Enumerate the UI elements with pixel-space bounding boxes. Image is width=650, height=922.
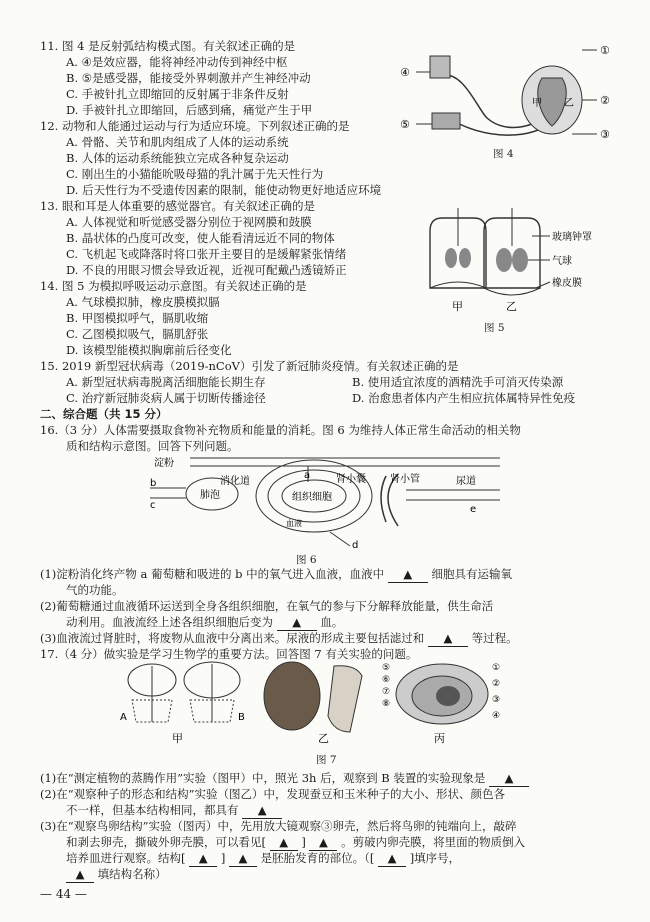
q12-option-d: D. 后天性行为不受遗传因素的限制，能使动物更好地适应环境 <box>66 183 382 197</box>
fig6-tubule: 肾小管 <box>390 474 420 485</box>
q17-blank-1[interactable]: ▲ <box>489 770 529 787</box>
fig5-yi: 乙 <box>506 300 517 313</box>
fig5-jar-label: 玻璃钟罩 <box>552 232 592 243</box>
q15-option-c: C. 治疗新冠肺炎病人属于切断传播途径 <box>66 391 266 405</box>
q14-option-d: D. 该模型能模拟胸廓前后径变化 <box>66 343 232 357</box>
q17-stem: 17.（4 分）做实验是学习生物学的重要方法。回答图 7 有关实验的问题。 <box>40 647 418 661</box>
q17-p3d-text: 。剪破内卵壳膜，将里面的物质倒入 <box>341 835 526 849</box>
q17-p3g-text: 是胚胎发育的部位。（[ <box>260 851 375 865</box>
q12-option-b: B. 人体的运动系统能独立完成各种复杂运动 <box>66 151 289 165</box>
q13-option-a: A. 人体视觉和听觉感受器分别位于视网膜和鼓膜 <box>66 215 312 229</box>
fig6-label-c: c <box>150 500 156 511</box>
q17-p3i-text: 填结构名称） <box>97 867 167 881</box>
q15-option-a: A. 新型冠状病毒脱离活细胞能长期生存 <box>66 375 266 389</box>
q16-stem-1: 16.（3 分）人体需要摄取食物补充物质和能量的消耗。图 6 为维持人体正常生命活动的相关物 <box>40 423 521 437</box>
q16-part-1-a <box>40 566 512 583</box>
fig7-num-7: ⑦ <box>382 687 391 697</box>
q17-p3a-text: (3)在“观察鸟卵结构”实验（图丙）中，先用放大镜观察③卵壳，然后将鸟卵的钝端向上，敲碎 <box>40 819 517 833</box>
q17-blank-6[interactable]: ▲ <box>229 850 257 867</box>
q11-option-d: D. 手被针扎立即缩回，后感到痛，痛觉产生于甲 <box>66 103 313 117</box>
q16-part-2-b <box>66 614 343 631</box>
section-2-heading: 二、综合题（共 15 分） <box>40 407 168 421</box>
fig7-num-2: ② <box>492 679 501 689</box>
q11-stem: 11. 图 4 是反射弧结构模式图。有关叙述正确的是 <box>40 39 296 53</box>
fig6-label-e: e <box>470 504 477 515</box>
fig6-label-a: a <box>304 470 311 481</box>
q17-blank-7[interactable]: ▲ <box>378 850 406 867</box>
q17-p3e-text: 培养皿进行观察。结构[ <box>66 851 186 865</box>
fig7-label-B: B <box>238 712 245 723</box>
q17-p2b-text: 不一样，但基本结构相同，都具有 <box>66 803 239 817</box>
fig5-membrane-label: 橡皮膜 <box>552 278 582 289</box>
fig6-alveoli: 肺泡 <box>200 490 220 501</box>
fig7-label-A: A <box>120 712 127 723</box>
fig6-tissue: 组织细胞 <box>292 492 332 503</box>
q11-option-a: A. ④是效应器，能将神经冲动传到神经中枢 <box>66 55 288 69</box>
figure-6-caption: 图 6 <box>296 554 317 566</box>
q16-p2b-text: 动利用。血液流经上述各组织细胞后变为 <box>66 615 273 629</box>
q14-option-c: C. 乙图模拟吸气，膈肌舒张 <box>66 327 209 341</box>
q16-p2a-text: (2)葡萄糖通过血液循环运送到全身各组织细胞，在氧气的参与下分解释放能量，供生命活 <box>40 599 494 613</box>
fig7-num-1: ① <box>492 663 501 673</box>
q11-option-c: C. 手被针扎立即缩回的反射属于非条件反射 <box>66 87 289 101</box>
q17-p3b-text: 和剥去卵壳，撕破外卵壳膜，可以看见[ <box>66 835 266 849</box>
fig5-balloon-label: 气球 <box>552 256 572 267</box>
q17-p2a-text: (2)在“观察种子的形态和结构”实验（图乙）中，发现蚕豆和玉米种子的大小、形状、颜色各 <box>40 787 506 801</box>
fig4-label-2: ② <box>600 94 610 107</box>
q17-blank-4[interactable]: ▲ <box>309 834 337 851</box>
fig6-label-d: d <box>352 540 359 550</box>
fig4-label-4: ④ <box>400 66 410 79</box>
q17-p1a-text: (1)在“测定植物的蒸腾作用”实验（图甲）中，照光 3h 后，观察到 B 装置的实验现象是 <box>40 771 486 785</box>
q14-stem: 14. 图 5 为模拟呼吸运动示意图。有关叙述正确的是 <box>40 279 307 293</box>
q16-p1c-text: 气的功能。 <box>66 583 124 597</box>
q16-blank-3[interactable]: ▲ <box>428 630 468 647</box>
q17-p3h-text: ]填序号， <box>409 851 461 865</box>
q12-option-a: A. 骨骼、关节和肌肉组成了人体的运动系统 <box>66 135 289 149</box>
fig6-urethra: 尿道 <box>456 476 476 487</box>
fig4-yi: 乙 <box>564 98 574 109</box>
fig6-label-b: b <box>150 478 157 489</box>
q17-part-3-c <box>66 850 460 867</box>
q15-option-b: B. 使用适宜浓度的酒精洗手可消灭传染源 <box>352 375 564 389</box>
figure-5-breathing-model <box>422 206 627 318</box>
q16-p3b-text: 等过程。 <box>471 631 518 645</box>
q16-blank-1[interactable]: ▲ <box>388 566 428 583</box>
q17-p3c-text: ] <box>301 835 306 849</box>
fig7-num-3: ③ <box>492 695 501 705</box>
figure-6-metabolism-diagram <box>150 452 520 550</box>
fig7-bing: 丙 <box>434 732 445 745</box>
fig6-capsule: 肾小囊 <box>336 474 366 485</box>
q16-blank-2[interactable]: ▲ <box>277 614 317 631</box>
q12-stem: 12. 动物和人能通过运动与行为适应环境。下列叙述正确的是 <box>40 119 350 133</box>
q13-option-d: D. 不良的用眼习惯会导致近视，近视可配戴凸透镜矫正 <box>66 263 347 277</box>
q15-option-d: D. 治愈患者体内产生相应抗体属特异性免疫 <box>352 391 576 405</box>
q15-stem: 15. 2019 新型冠状病毒（2019-nCoV）引发了新冠肺炎疫情。有关叙述正确的是 <box>40 359 459 373</box>
fig5-jia: 甲 <box>452 300 463 313</box>
q17-part-3-d <box>66 866 167 883</box>
figure-7-caption: 图 7 <box>316 754 337 766</box>
q17-blank-3[interactable]: ▲ <box>270 834 298 851</box>
figure-7-experiments <box>112 660 532 746</box>
q17-part-2-b <box>66 802 282 819</box>
fig4-label-5: ⑤ <box>400 118 410 131</box>
q16-p1b-text: 细胞具有运输氧 <box>431 567 512 581</box>
fig7-num-5: ⑤ <box>382 663 391 673</box>
fig7-num-6: ⑥ <box>382 675 391 685</box>
figure-5-caption: 图 5 <box>484 322 505 334</box>
q17-p3f-text: ] <box>220 851 226 865</box>
fig4-label-3: ③ <box>600 128 610 141</box>
q16-p3a-text: (3)血液流过肾脏时，将废物从血液中分离出来。尿液的形成主要包括滤过和 <box>40 631 425 645</box>
q17-blank-8[interactable]: ▲ <box>66 866 94 883</box>
q17-blank-5[interactable]: ▲ <box>189 850 217 867</box>
fig7-yi: 乙 <box>318 732 329 745</box>
figure-4-reflex-arc <box>392 38 624 158</box>
fig6-starch: 淀粉 <box>154 458 174 469</box>
q16-p1a-text: (1)淀粉消化终产物 a 葡萄糖和吸进的 b 中的氧气进入血液，血液中 <box>40 567 385 581</box>
fig6-digest: 消化道 <box>220 476 250 487</box>
q16-stem-2: 质和结构示意图。回答下列问题。 <box>66 439 239 453</box>
q17-part-1 <box>40 770 529 787</box>
q13-stem: 13. 眼和耳是人体重要的感觉器官。有关叙述正确的是 <box>40 199 315 213</box>
fig7-num-4: ④ <box>492 711 501 721</box>
q12-option-c: C. 刚出生的小猫能吮吸母猫的乳汁属于先天性行为 <box>66 167 324 181</box>
q11-option-b: B. ⑤是感受器，能接受外界刺激并产生神经冲动 <box>66 71 311 85</box>
fig4-jia: 甲 <box>532 98 542 109</box>
fig7-jia: 甲 <box>172 732 183 745</box>
q14-option-b: B. 甲图模拟呼气，膈肌收缩 <box>66 311 209 325</box>
q13-option-b: B. 晶状体的凸度可改变，使人能看清远近不同的物体 <box>66 231 335 245</box>
fig4-label-1: ① <box>600 44 610 57</box>
q14-option-a: A. 气球模拟肺，橡皮膜模拟膈 <box>66 295 220 309</box>
fig7-num-8: ⑧ <box>382 699 391 709</box>
q16-part-3 <box>40 630 518 647</box>
figure-4-caption: 图 4 <box>493 148 514 160</box>
q17-blank-2[interactable]: ▲ <box>242 802 282 819</box>
q13-option-c: C. 飞机起飞或降落时将口张开主要目的是缓解紧张情绪 <box>66 247 347 261</box>
fig6-blood: 血液 <box>286 519 302 528</box>
q16-p2c-text: 血。 <box>320 615 344 629</box>
page-number: — 44 — <box>40 887 87 901</box>
q17-part-3-b <box>66 834 525 851</box>
